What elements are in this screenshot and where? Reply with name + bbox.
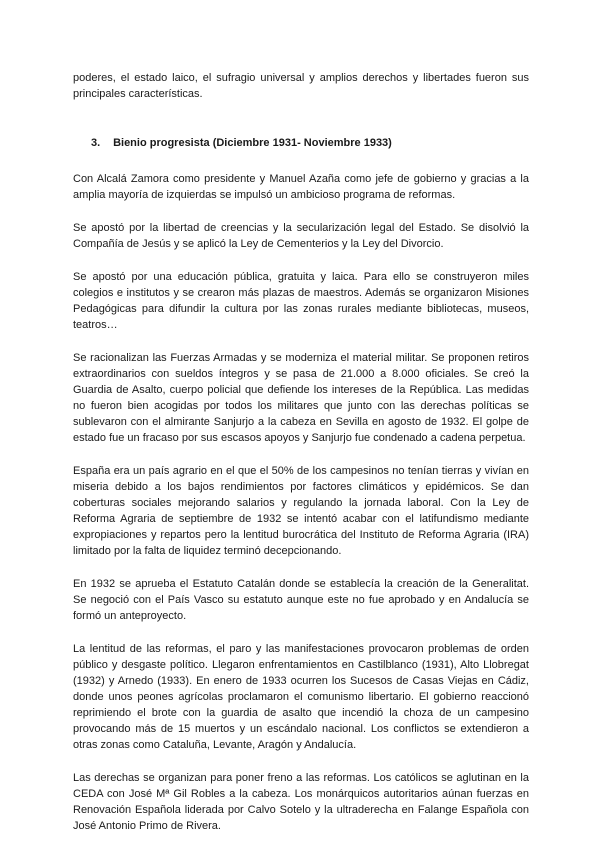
document-page — [73, 70, 529, 851]
paragraph-statutes: En 1932 se aprueba el Estatuto Catalán donde se establecía la creación de la Generalitat. Se negoció con el País Vasco su estatuto aunque este no fue aprobado y en Andalucía se formó un anteproyecto. — [73, 578, 529, 622]
paragraph-education: Se apostó por una educación pública, gratuita y laica. Para ello se construyeron miles colegios e institutos y se crearon más plazas de maestros. Además se organizaron Misiones Pedagógicas para difundir la cultura por las zonas rurales mediante bibliotecas, museos, teatros… — [73, 271, 529, 331]
paragraph-conflicts: La lentitud de las reformas, el paro y las manifestaciones provocaron problemas de orden público y desgaste político. Llegaron enfrentamientos en Castilblanco (1931), Alto Llobregat (1932) y Arnedo (1933). En enero de 1933 ocurren los Sucesos de Casas Viejas en Cádiz, donde unos peones agrícolas proclamaron el comunismo libertario. El gobierno reaccionó reprimiendo el brote con la guardia de asalto que incendió la choza de un campesino provocando más de 15 muertos y un escándalo nacional. Los conflictos se extendieron a otras zonas como Cataluña, Levante, Aragón y Andalucía. — [73, 643, 529, 751]
intro-paragraph: poderes, el estado laico, el sufragio universal y amplios derechos y libertades fueron sus principales características. — [73, 72, 529, 100]
paragraph-religion: Se apostó por la libertad de creencias y la secularización legal del Estado. Se disolvió la Compañía de Jesús y se aplicó la Ley de Cementerios y la Ley del Divorcio. — [73, 222, 529, 250]
paragraph-government: Con Alcalá Zamora como presidente y Manuel Azaña como jefe de gobierno y gracias a la amplia mayoría de izquierdas se impulsó un ambicioso programa de reformas. — [73, 173, 529, 201]
paragraph-military: Se racionalizan las Fuerzas Armadas y se moderniza el material militar. Se proponen retiros extraordinarios con sueldos íntegros y se pasa de 21.000 a 8.000 oficiales. Se creó la Guardia de Asalto, cuerpo policial que defiende los intereses de la República. Las medidas no fueron bien acogidas por todos los militares que junto con las derechas políticas se sublevaron con el almirante Sanjurjo a la cabeza en Sevilla en agosto de 1932. El golpe de estado fue un fracaso por sus escasos apoyos y Sanjurjo fue condenado a cadena perpetua. — [73, 352, 529, 444]
section-heading — [91, 135, 529, 151]
section-number: 3. — [91, 137, 101, 149]
paragraph-agrarian: España era un país agrario en el que el 50% de los campesinos no tenían tierras y vivían en miseria debido a los bajos rendimientos por factores climáticos y epidémicos. Se dan coberturas sociales mejorando salarios y regulando la jornada laboral. Con la Ley de Reforma Agraria de septiembre de 1932 se intentó acabar con el latifundismo mediante expropiaciones y repartos pero la lentitud burocrática del Instituto de Reforma Agraria (IRA) limitado por la falta de liquidez terminó decepcionando. — [73, 465, 529, 557]
section-title: Bienio progresista (Diciembre 1931- Noviembre 1933) — [113, 137, 392, 149]
paragraph-right-wing: Las derechas se organizan para poner freno a las reformas. Los católicos se aglutinan en la CEDA con José Mª Gil Robles a la cabeza. Los monárquicos autoritarios aúnan fuerzas en Renovación Española liderada por Calvo Sotelo y la ultraderecha en Falange Española con José Antonio Primo de Rivera. — [73, 772, 529, 832]
